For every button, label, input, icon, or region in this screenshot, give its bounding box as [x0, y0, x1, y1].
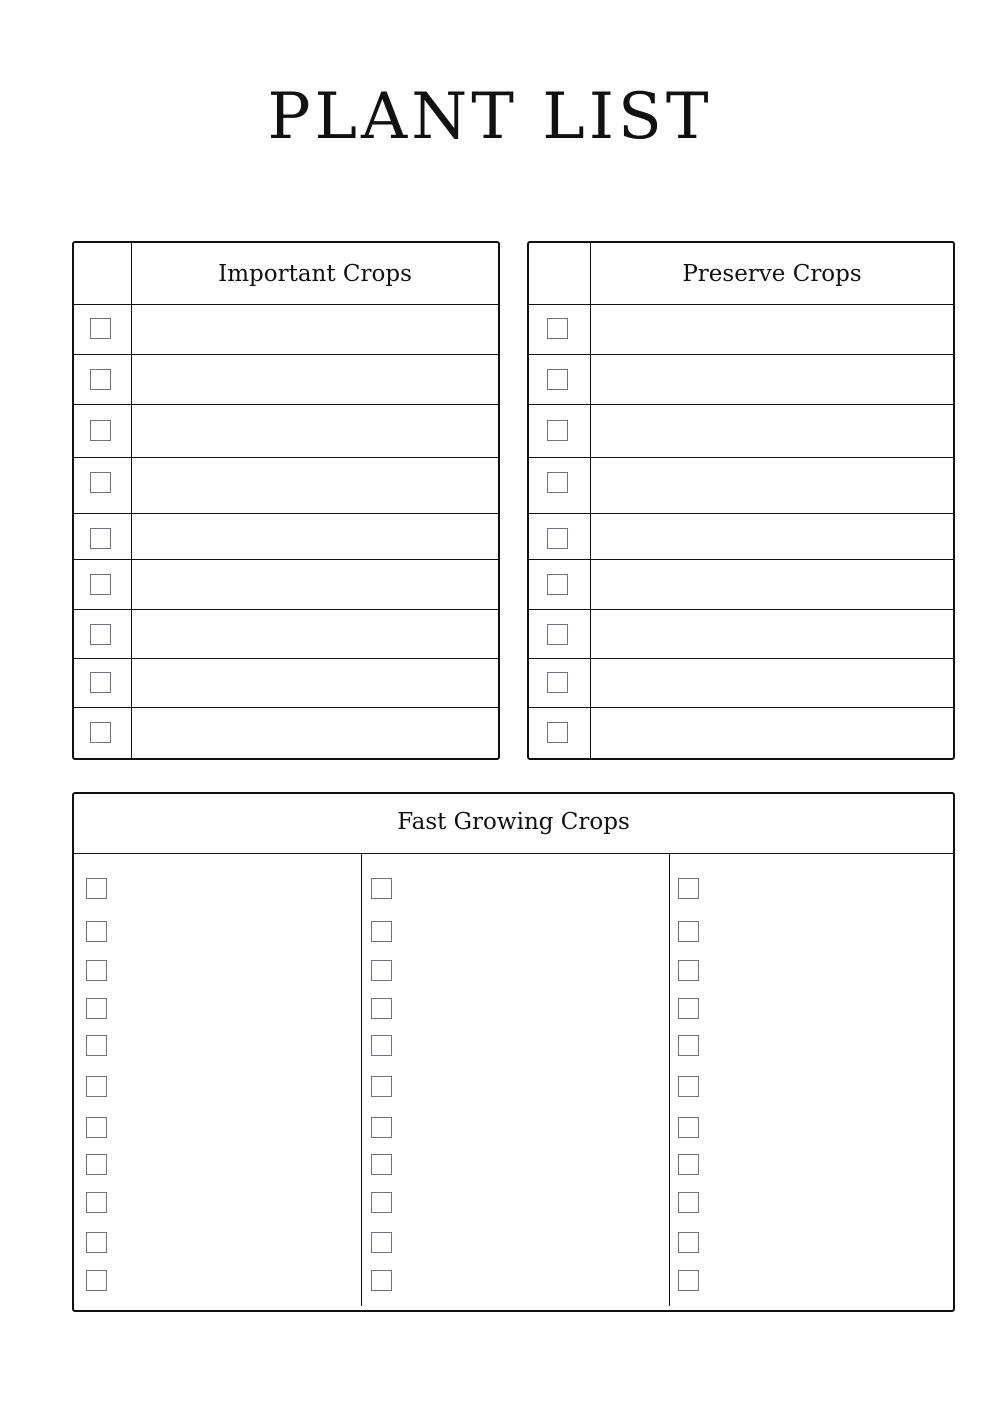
checkbox-column-divider	[590, 243, 591, 758]
preserve-crops-heading: Preserve Crops	[682, 261, 862, 287]
checkbox[interactable]	[86, 1076, 107, 1097]
preserve-crops-table	[527, 241, 955, 760]
checkbox[interactable]	[90, 420, 111, 441]
row-divider	[529, 658, 953, 659]
checkbox[interactable]	[678, 878, 699, 899]
checkbox[interactable]	[371, 1117, 392, 1138]
checkbox[interactable]	[90, 528, 111, 549]
checkbox[interactable]	[371, 998, 392, 1019]
column-divider	[669, 854, 670, 1306]
checkbox[interactable]	[547, 472, 568, 493]
fast-growing-crops-heading: Fast Growing Crops	[74, 794, 953, 854]
checkbox[interactable]	[678, 1035, 699, 1056]
checkbox[interactable]	[678, 1270, 699, 1291]
checkbox[interactable]	[371, 1192, 392, 1213]
checkbox[interactable]	[86, 1232, 107, 1253]
checkbox[interactable]	[547, 722, 568, 743]
checkbox[interactable]	[90, 369, 111, 390]
checkbox[interactable]	[547, 528, 568, 549]
checkbox[interactable]	[86, 1035, 107, 1056]
checkbox[interactable]	[90, 722, 111, 743]
checkbox[interactable]	[371, 1154, 392, 1175]
checkbox[interactable]	[547, 574, 568, 595]
checkbox[interactable]	[547, 624, 568, 645]
row-divider	[529, 609, 953, 610]
checkbox[interactable]	[371, 1035, 392, 1056]
important-crops-heading: Important Crops	[218, 261, 412, 287]
checkbox[interactable]	[547, 369, 568, 390]
column-divider	[361, 854, 362, 1306]
row-divider	[74, 559, 498, 560]
checkbox[interactable]	[371, 1232, 392, 1253]
checkbox[interactable]	[86, 1117, 107, 1138]
fast-growing-crops-table	[72, 792, 955, 1312]
checkbox[interactable]	[678, 1192, 699, 1213]
checkbox[interactable]	[86, 878, 107, 899]
row-divider	[529, 404, 953, 405]
checkbox[interactable]	[678, 1154, 699, 1175]
row-divider	[529, 354, 953, 355]
checkbox[interactable]	[86, 960, 107, 981]
checkbox[interactable]	[547, 672, 568, 693]
page-title: PLANT LIST	[267, 80, 713, 154]
row-divider	[529, 559, 953, 560]
checkbox[interactable]	[86, 921, 107, 942]
row-divider	[74, 354, 498, 355]
checkbox[interactable]	[678, 998, 699, 1019]
important-crops-header	[74, 243, 498, 305]
checkbox[interactable]	[371, 878, 392, 899]
checkbox[interactable]	[371, 921, 392, 942]
checkbox[interactable]	[86, 998, 107, 1019]
checkbox[interactable]	[371, 960, 392, 981]
checkbox[interactable]	[678, 1117, 699, 1138]
row-divider	[74, 609, 498, 610]
row-divider	[74, 513, 498, 514]
checkbox[interactable]	[86, 1270, 107, 1291]
row-divider	[74, 457, 498, 458]
checkbox[interactable]	[86, 1192, 107, 1213]
checkbox[interactable]	[90, 672, 111, 693]
checkbox[interactable]	[678, 960, 699, 981]
checkbox[interactable]	[678, 1076, 699, 1097]
checkbox[interactable]	[86, 1154, 107, 1175]
row-divider	[74, 658, 498, 659]
checkbox[interactable]	[90, 574, 111, 595]
row-divider	[529, 707, 953, 708]
checkbox[interactable]	[547, 318, 568, 339]
row-divider	[74, 404, 498, 405]
checkbox[interactable]	[90, 624, 111, 645]
checkbox[interactable]	[547, 420, 568, 441]
row-divider	[74, 707, 498, 708]
row-divider	[529, 457, 953, 458]
preserve-crops-header	[529, 243, 953, 305]
checkbox-column-divider	[131, 243, 132, 758]
row-divider	[529, 513, 953, 514]
checkbox[interactable]	[90, 472, 111, 493]
checkbox[interactable]	[371, 1270, 392, 1291]
checkbox[interactable]	[90, 318, 111, 339]
checkbox[interactable]	[678, 1232, 699, 1253]
checkbox[interactable]	[371, 1076, 392, 1097]
checkbox[interactable]	[678, 921, 699, 942]
important-crops-table	[72, 241, 500, 760]
